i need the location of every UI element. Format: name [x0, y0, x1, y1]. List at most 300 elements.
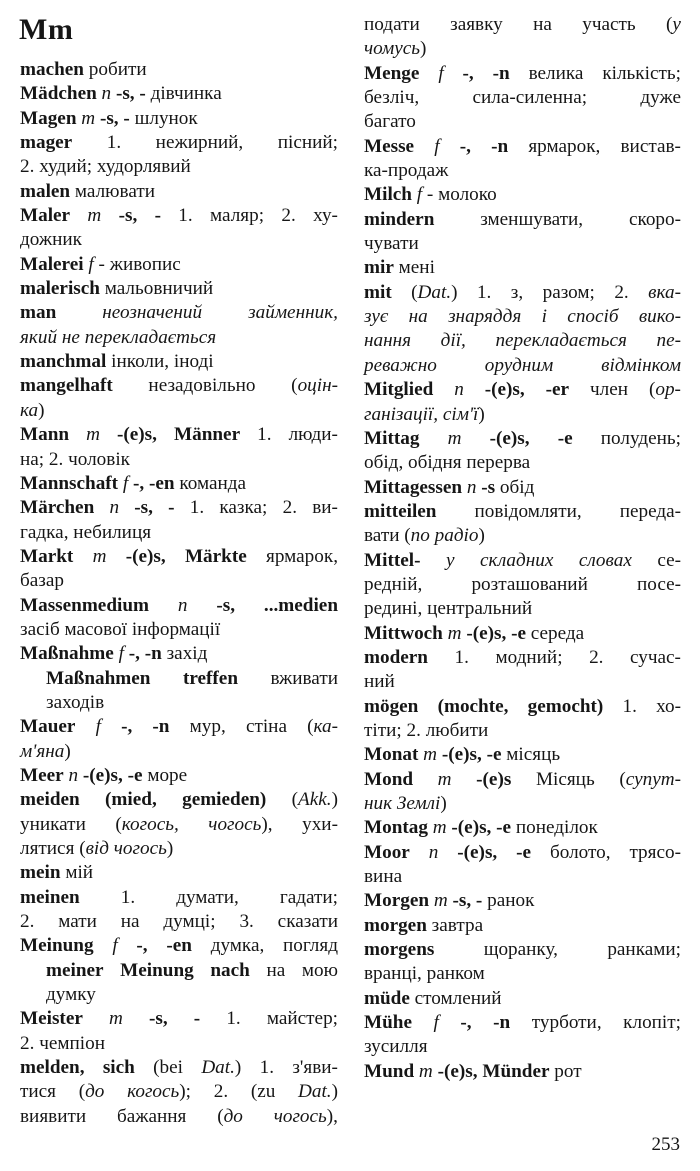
translation-text: майстер;	[266, 1008, 338, 1030]
italic-note: f	[416, 184, 423, 206]
word	[132, 618, 220, 642]
word	[283, 934, 338, 958]
word	[364, 451, 403, 475]
dictionary-line	[364, 889, 681, 913]
word	[20, 764, 64, 788]
word	[208, 813, 272, 837]
dictionary-line	[364, 1035, 681, 1059]
word	[83, 764, 123, 788]
word	[481, 476, 495, 500]
dictionary-line	[364, 62, 681, 86]
headword-text: -(e)s,	[437, 1060, 478, 1082]
dictionary-line	[20, 180, 338, 204]
translation-text: захід	[166, 643, 208, 665]
translation-text: обідня	[408, 452, 462, 474]
word	[190, 496, 204, 520]
italic-note: відмінком	[601, 354, 681, 376]
word	[20, 228, 82, 252]
translation-text: пісний;	[277, 132, 338, 154]
translation-text: уникати	[20, 813, 86, 835]
headword-text: -,	[460, 1012, 472, 1034]
word	[364, 524, 399, 548]
translation-text: думати,	[176, 886, 239, 908]
translation-text: ярмарок,	[266, 545, 338, 567]
word	[442, 743, 482, 767]
word	[239, 910, 253, 934]
headword-text: Maßnahme	[20, 643, 114, 665]
word	[20, 496, 94, 520]
word	[302, 813, 338, 837]
headword-text: Mühe	[364, 1012, 412, 1034]
word	[639, 305, 681, 329]
word	[620, 500, 681, 524]
italic-note: f	[112, 935, 118, 957]
headword-text: Mädchen	[20, 83, 97, 105]
translation-text: 2.	[614, 281, 629, 303]
word	[495, 329, 626, 353]
word	[364, 670, 395, 694]
italic-note: не	[61, 326, 80, 348]
translation-text: турботи,	[531, 1012, 602, 1034]
translation-text: вина	[364, 866, 403, 888]
translation-text: засіб	[20, 618, 60, 640]
word	[114, 837, 173, 861]
headword-text: -s,	[118, 205, 138, 227]
word	[39, 1032, 105, 1056]
word	[20, 545, 73, 569]
word	[20, 131, 72, 155]
word	[20, 472, 118, 496]
word	[364, 938, 434, 962]
italic-note: неозначений	[102, 302, 203, 324]
dictionary-line	[364, 378, 681, 402]
word	[434, 1011, 439, 1035]
word	[128, 764, 143, 788]
italic-note: m	[437, 768, 452, 790]
translation-text: гадати;	[279, 886, 338, 908]
word	[364, 646, 428, 670]
word	[46, 983, 96, 1007]
translation-text: думці;	[163, 911, 216, 933]
page-number: 253	[651, 1134, 680, 1155]
translation-text: дуже	[640, 87, 681, 109]
translation-text: (	[404, 525, 411, 547]
word	[156, 131, 244, 155]
translation-text: робити	[88, 59, 147, 80]
dictionary-line	[364, 768, 681, 792]
word	[20, 374, 113, 398]
dictionary-line	[364, 743, 681, 767]
section-heading-letter: Mm	[19, 13, 74, 46]
headword-text: Morgen	[364, 890, 430, 912]
word	[434, 135, 439, 159]
translation-text: лятися	[20, 838, 75, 859]
dictionary-line	[364, 37, 681, 61]
word	[278, 910, 338, 934]
translation-text: вранці,	[364, 963, 422, 985]
translation-text: масової	[64, 618, 128, 640]
word	[121, 910, 140, 934]
word	[136, 934, 147, 958]
translation-text: велика	[528, 62, 584, 84]
word	[491, 135, 508, 159]
translation-text: бажання	[116, 1105, 187, 1127]
word	[20, 277, 100, 301]
word	[149, 1007, 168, 1031]
translation-text: -	[98, 253, 105, 275]
dictionary-line	[364, 865, 681, 889]
word	[246, 715, 287, 739]
word	[102, 301, 202, 325]
word	[543, 281, 595, 305]
word	[155, 204, 161, 228]
dictionary-line	[364, 597, 681, 621]
word	[20, 350, 106, 374]
word	[438, 62, 443, 86]
translation-text: чемпіон	[39, 1032, 105, 1054]
translation-text: живопис	[109, 253, 181, 275]
dictionary-line	[364, 135, 681, 159]
word	[183, 667, 238, 691]
dictionary-line	[20, 886, 338, 910]
translation-text: хо-	[656, 695, 681, 717]
word	[629, 841, 681, 865]
italic-note: вико-	[638, 306, 681, 328]
translation-text: 1.	[106, 132, 122, 154]
translation-text: мальовничий	[104, 278, 214, 300]
word	[20, 82, 97, 106]
word	[20, 399, 44, 423]
word	[364, 865, 402, 889]
headword-text: -e	[516, 841, 532, 863]
word	[495, 646, 562, 670]
word	[110, 253, 181, 277]
word	[182, 788, 266, 812]
word	[100, 107, 119, 131]
word	[511, 622, 526, 646]
translation-text: трясо-	[629, 841, 681, 863]
headword-text: -,	[128, 643, 140, 665]
word	[20, 788, 80, 812]
headword-text: -s,	[452, 890, 472, 912]
word	[20, 1007, 83, 1031]
word	[120, 959, 194, 983]
headword-text: -,	[121, 716, 133, 738]
dictionary-line	[364, 329, 681, 353]
translation-text: сказати	[277, 911, 338, 933]
word	[516, 816, 598, 840]
headword-text: Münder	[482, 1060, 550, 1082]
translation-text: дожник	[20, 229, 82, 251]
translation-text: (	[78, 1081, 86, 1103]
word	[601, 354, 681, 378]
word	[482, 1060, 549, 1084]
word	[496, 816, 511, 840]
headword-text: Mittag	[364, 427, 420, 449]
italic-note: ка-	[313, 716, 338, 738]
dictionary-line	[364, 841, 681, 865]
italic-note: знаряддя	[448, 306, 522, 328]
translation-text: нежирний,	[155, 132, 244, 154]
dictionary-line	[364, 549, 681, 573]
italic-note: перекладається	[495, 330, 627, 352]
headword-text: nach	[210, 959, 250, 981]
translation-text: 2.	[282, 497, 297, 519]
headword-text: Massenmedium	[20, 594, 149, 616]
translation-text: розташований	[471, 573, 588, 595]
translation-text: )	[420, 38, 427, 60]
dictionary-line	[20, 813, 338, 837]
word	[448, 305, 521, 329]
translation-text: худорлявий	[96, 156, 191, 178]
translation-text: );	[179, 1081, 192, 1103]
word	[446, 549, 455, 573]
dictionary-line	[20, 691, 338, 715]
translation-text: мати	[58, 911, 97, 933]
headword-text: -,	[136, 935, 148, 957]
dictionary-line	[20, 496, 338, 520]
italic-note: m	[423, 744, 438, 766]
italic-note: m	[81, 107, 96, 129]
word	[302, 959, 338, 983]
translation-text: іноді	[173, 351, 214, 373]
word	[516, 841, 531, 865]
headword-text: Märkte	[184, 545, 247, 567]
translation-text: )	[331, 1081, 338, 1103]
word	[364, 476, 462, 500]
word	[417, 183, 422, 207]
headword-text: -	[139, 83, 146, 105]
headword-text: machen	[20, 59, 84, 80]
word	[266, 959, 285, 983]
word	[20, 448, 44, 472]
word	[20, 521, 69, 545]
italic-note: чогось	[113, 838, 167, 859]
italic-note: Dat.	[417, 281, 452, 303]
word	[65, 861, 93, 885]
word	[558, 427, 573, 451]
headword-text: -n	[144, 643, 162, 665]
translation-text: з'яви-	[292, 1057, 338, 1079]
dictionary-line	[20, 301, 338, 325]
italic-note: f	[122, 472, 129, 494]
dictionary-line	[20, 959, 338, 983]
word	[147, 764, 187, 788]
word	[73, 521, 151, 545]
dictionary-line	[364, 305, 681, 329]
italic-note: f	[88, 253, 94, 275]
headword-text: Milch	[364, 184, 412, 206]
translation-text: ка-продаж	[364, 160, 449, 182]
translation-text: небилиця	[73, 521, 152, 543]
translation-text: обід,	[364, 452, 404, 474]
dictionary-line	[364, 914, 681, 938]
translation-text: )	[166, 838, 174, 859]
italic-note: зує	[364, 306, 389, 328]
italic-note: супут-	[625, 768, 681, 790]
word	[364, 183, 412, 207]
headword-text: -e	[511, 622, 526, 644]
word	[163, 910, 215, 934]
word	[364, 1035, 428, 1059]
italic-note: Dat.	[201, 1057, 235, 1079]
italic-note: сім'ї	[442, 403, 479, 425]
word	[500, 476, 534, 500]
word	[408, 451, 462, 475]
translation-text: се-	[657, 549, 681, 571]
italic-note: Akk.	[298, 789, 332, 811]
word	[105, 788, 157, 812]
word	[39, 155, 92, 179]
word	[621, 135, 681, 159]
translation-text: 1.	[454, 646, 469, 668]
word	[411, 281, 457, 305]
word	[364, 281, 392, 305]
translation-text: посе-	[636, 573, 681, 595]
translation-text: (	[217, 1105, 224, 1127]
dictionary-line	[20, 861, 338, 885]
headword-text: Meinung	[20, 935, 94, 957]
dictionary-line	[20, 423, 338, 447]
translation-text: ранками;	[607, 939, 681, 961]
dictionary-line	[364, 622, 681, 646]
word	[448, 427, 462, 451]
word	[166, 934, 192, 958]
word	[602, 62, 681, 86]
translation-text: 3.	[239, 911, 254, 933]
translation-text: ухи-	[302, 813, 338, 835]
headword-text: mitteilen	[364, 500, 437, 522]
word	[532, 1011, 602, 1035]
translation-text: на;	[20, 448, 45, 470]
dictionary-line	[364, 524, 681, 548]
word	[460, 135, 471, 159]
word	[267, 1007, 338, 1031]
headword-text: malen	[20, 180, 71, 202]
word	[20, 1032, 34, 1056]
translation-text: центральний	[427, 598, 533, 620]
word	[109, 496, 119, 520]
translation-text: ранком	[426, 963, 485, 985]
word	[109, 1007, 123, 1031]
word	[364, 1060, 414, 1084]
word	[364, 768, 413, 792]
dictionary-line	[20, 934, 338, 958]
word	[119, 642, 124, 666]
translation-text: шлунок	[134, 107, 198, 129]
word	[123, 472, 128, 496]
word	[364, 208, 434, 232]
headword-text: meiner	[46, 959, 104, 981]
italic-note: Dat.	[298, 1081, 332, 1103]
translation-text: думка,	[210, 935, 265, 957]
italic-note: когось	[127, 1081, 180, 1103]
headword-text: -	[475, 890, 483, 912]
translation-text: інформації	[131, 618, 221, 640]
headword-text: -,	[133, 472, 145, 494]
dictionary-line	[20, 448, 338, 472]
headword-text: Mond	[364, 768, 414, 790]
word	[79, 1080, 105, 1104]
italic-note: спосіб	[567, 306, 619, 328]
dictionary-line	[364, 208, 681, 232]
word	[86, 423, 100, 447]
word	[115, 813, 178, 837]
word	[364, 354, 437, 378]
headword-text: Monat	[364, 744, 419, 766]
translation-text: сучас-	[630, 646, 681, 668]
translation-text: на	[266, 959, 286, 981]
translation-text: гадка,	[20, 521, 69, 543]
dictionary-line	[364, 938, 681, 962]
headword-text: manchmal	[20, 351, 107, 373]
dictionary-line	[364, 256, 681, 280]
translation-text: )	[234, 1057, 242, 1079]
word	[364, 110, 416, 134]
translation-text: молоко	[438, 184, 497, 206]
word	[473, 86, 588, 110]
word	[102, 82, 112, 106]
italic-note: оцін-	[297, 375, 338, 397]
headword-text: mager	[20, 132, 73, 154]
dictionary-line	[20, 204, 338, 228]
word	[65, 618, 128, 642]
italic-note: n	[101, 83, 112, 105]
word	[364, 256, 394, 280]
headword-text: Mauer	[20, 716, 76, 738]
headword-text: malerisch	[20, 278, 100, 300]
dictionary-line	[20, 82, 338, 106]
word	[528, 135, 600, 159]
translation-text: скоро-	[628, 208, 681, 230]
italic-note: до	[85, 1081, 105, 1103]
word	[46, 959, 104, 983]
translation-text: (	[619, 768, 626, 790]
translation-text: мур,	[189, 716, 226, 738]
translation-text: ),	[261, 813, 273, 835]
translation-text: ярмарок,	[528, 135, 601, 157]
word	[214, 1080, 228, 1104]
word	[168, 496, 174, 520]
headword-text: Markt	[20, 545, 74, 567]
translation-text: заявку	[450, 14, 503, 35]
translation-text: (	[648, 379, 656, 401]
word	[364, 305, 388, 329]
word	[476, 768, 511, 792]
word	[111, 350, 169, 374]
word	[460, 1011, 471, 1035]
word	[89, 58, 147, 82]
italic-note: m	[447, 427, 462, 449]
word	[364, 329, 411, 353]
word	[152, 715, 169, 739]
word	[20, 934, 94, 958]
word	[630, 646, 681, 670]
translation-text: (zu	[250, 1081, 276, 1103]
dictionary-line	[364, 1011, 681, 1035]
translation-text: люди-	[288, 424, 338, 446]
word	[81, 107, 95, 131]
word	[201, 1056, 241, 1080]
translation-text: казка;	[219, 497, 268, 519]
dictionary-line	[364, 695, 681, 719]
word	[364, 427, 419, 451]
word	[178, 594, 188, 618]
word	[448, 622, 462, 646]
italic-note: до	[223, 1105, 243, 1127]
headword-text: sich	[102, 1057, 135, 1079]
translation-text: 2.	[20, 156, 35, 178]
